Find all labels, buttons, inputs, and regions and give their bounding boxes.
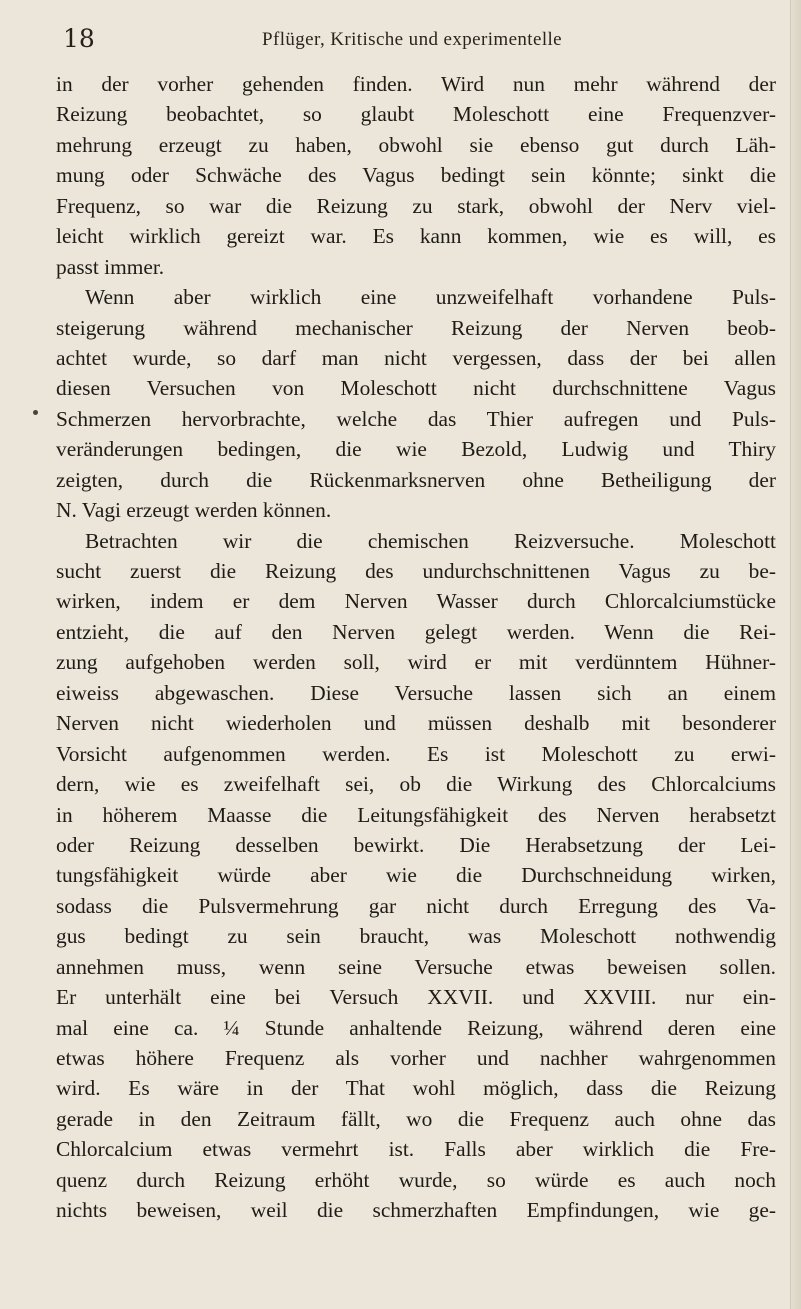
- text-line: entzieht, die auf den Nerven gelegt werden. Wenn die Rei-: [56, 619, 776, 644]
- text-line: Vorsicht aufgenommen werden. Es ist Moleschott zu erwi-: [56, 741, 776, 766]
- margin-mark: [33, 410, 38, 415]
- body-text: [56, 69, 776, 1226]
- text-line: gus bedingt zu sein braucht, was Moleschott nothwendig: [56, 924, 776, 949]
- text-line: passt immer.: [56, 254, 165, 279]
- text-line: Frequenz, so war die Reizung zu stark, obwohl der Nerv viel-: [56, 193, 776, 218]
- text-line: dern, wie es zweifelhaft sei, ob die Wirkung des Chlorcalciums: [56, 772, 776, 797]
- text-line: achtet wurde, so darf man nicht vergessen, dass der bei allen: [56, 345, 776, 370]
- text-line: wird. Es wäre in der That wohl möglich, dass die Reizung: [56, 1076, 776, 1101]
- text-line: in höherem Maasse die Leitungsfähigkeit des Nerven herabsetzt: [56, 802, 776, 827]
- text-line: annehmen muss, wenn seine Versuche etwas beweisen sollen.: [56, 954, 776, 979]
- text-line: Reizung beobachtet, so glaubt Moleschott eine Frequenzver-: [56, 102, 776, 127]
- text-line: Betrachten wir die chemischen Reizversuche. Moleschott: [85, 528, 776, 553]
- text-line: mehrung erzeugt zu haben, obwohl sie ebenso gut durch Läh-: [56, 132, 776, 157]
- text-line: Chlorcalcium etwas vermehrt ist. Falls aber wirklich die Fre-: [56, 1137, 776, 1162]
- text-line: veränderungen bedingen, die wie Bezold, Ludwig und Thiry: [56, 437, 776, 462]
- text-line: etwas höhere Frequenz als vorher und nachher wahrgenommen: [56, 1046, 776, 1070]
- page-number: 18: [63, 24, 95, 53]
- text-line: zeigten, durch die Rückenmarksnerven ohne Betheiligung der: [56, 467, 776, 492]
- text-line: quenz durch Reizung erhöht wurde, so würde es auch noch: [56, 1167, 776, 1192]
- text-line: diesen Versuchen von Moleschott nicht durchschnittene Vagus: [56, 376, 776, 401]
- text-line: eiweiss abgewaschen. Diese Versuche lassen sich an einem: [56, 680, 776, 705]
- page-edge: [790, 0, 801, 1309]
- text-line: steigerung während mechanischer Reizung der Nerven beob-: [56, 315, 776, 340]
- text-line: leicht wirklich gereizt war. Es kann kommen, wie es will, es: [56, 224, 776, 249]
- text-line: in der vorher gehenden finden. Wird nun mehr während der: [56, 72, 776, 96]
- text-line: mal eine ca. ¼ Stunde anhaltende Reizung, während deren eine: [56, 1015, 776, 1040]
- text-line: gerade in den Zeitraum fällt, wo die Frequenz auch ohne das: [56, 1106, 776, 1131]
- text-line: mung oder Schwäche des Vagus bedingt sein könnte; sinkt die: [56, 163, 776, 188]
- text-line: sucht zuerst die Reizung des undurchschnittenen Vagus zu be-: [56, 559, 776, 583]
- text-line: Nerven nicht wiederholen und müssen deshalb mit besonderer: [56, 711, 776, 736]
- running-head: Pflüger, Kritische und experimentelle: [262, 29, 563, 50]
- text-line: tungsfähigkeit würde aber wie die Durchschneidung wirken,: [56, 863, 776, 888]
- text-line: Schmerzen hervorbrachte, welche das Thier aufregen und Puls-: [56, 406, 776, 431]
- text-line: sodass die Pulsvermehrung gar nicht durch Erregung des Va-: [56, 893, 776, 918]
- text-line: zung aufgehoben werden soll, wird er mit verdünntem Hühner-: [56, 650, 776, 675]
- text-line: Er unterhält eine bei Versuch XXVII. und XXVIII. nur ein-: [56, 985, 776, 1010]
- text-line: nichts beweisen, weil die schmerzhaften Empfindungen, wie ge-: [56, 1198, 776, 1223]
- text-line: oder Reizung desselben bewirkt. Die Herabsetzung der Lei-: [56, 832, 776, 857]
- text-line: Wenn aber wirklich eine unzweifelhaft vorhandene Puls-: [85, 285, 776, 310]
- text-line: wirken, indem er dem Nerven Wasser durch Chlorcalciumstücke: [56, 589, 776, 614]
- page-header: [63, 24, 675, 60]
- text-line: N. Vagi erzeugt werden können.: [56, 498, 332, 523]
